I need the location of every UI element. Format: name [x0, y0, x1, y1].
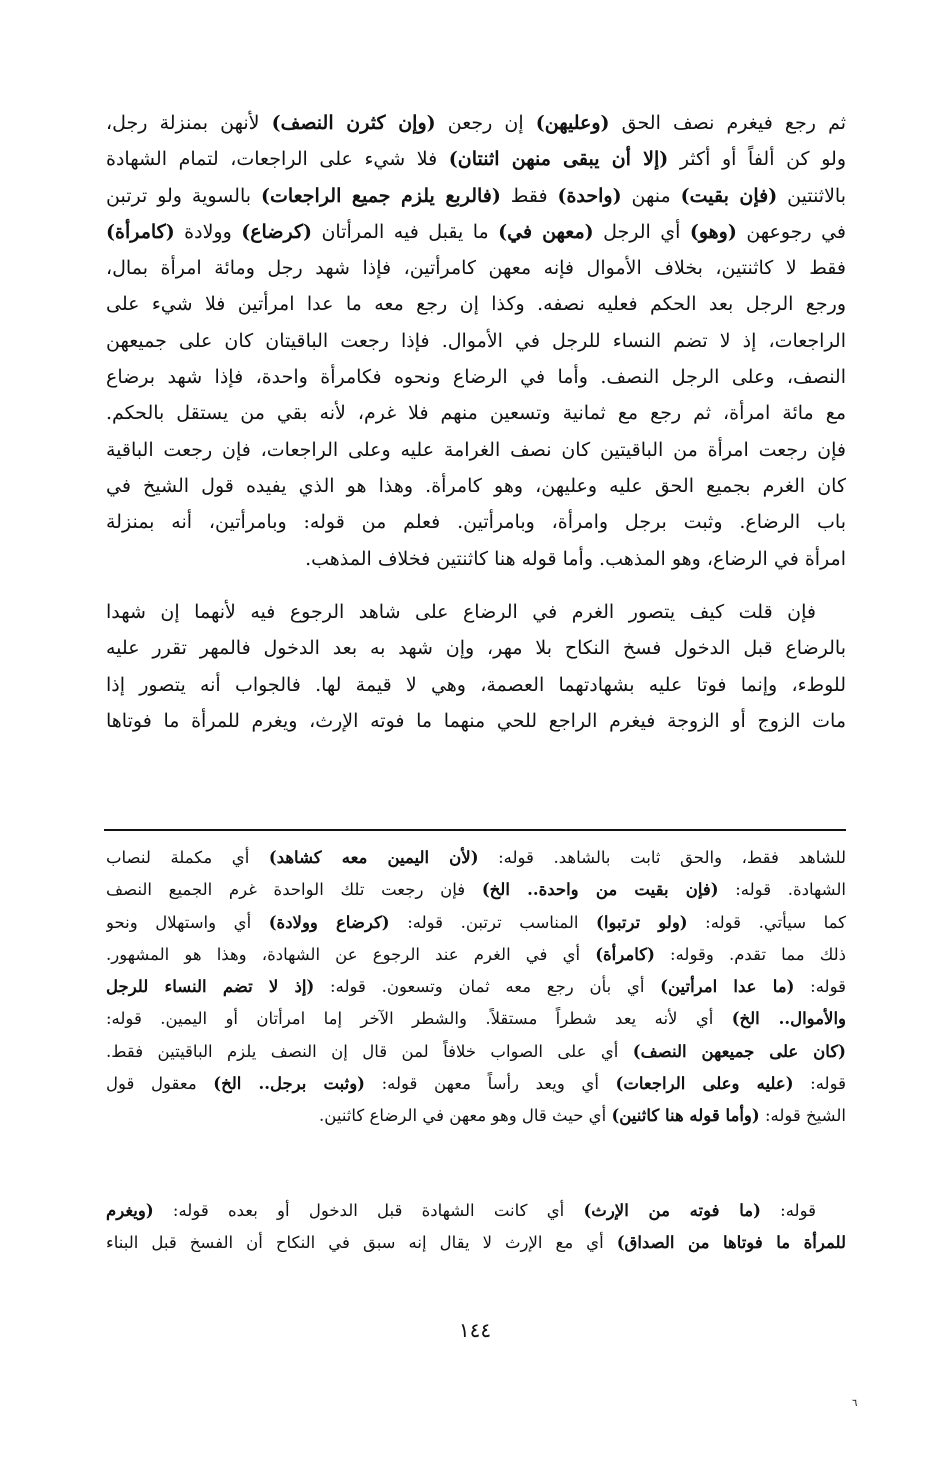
bold-quote: (وأما قوله هنا كاثنين)	[611, 1106, 760, 1126]
bold-quote: (ولو ترتبوا)	[596, 912, 688, 932]
text-segment: أي ويعد رأساً معهن قوله:	[365, 1074, 616, 1094]
bold-quote: (فإن بقيت من واحدة.. الخ)	[481, 880, 719, 900]
bold-quote: (ما فوته من الإرث)	[583, 1201, 761, 1220]
text-line	[106, 874, 846, 906]
text-line	[106, 630, 846, 666]
text-line	[106, 1227, 846, 1259]
bold-quote: (ما عدا امرأتين)	[660, 977, 795, 997]
text-segment: أي لأنه يعد شطراً مستقلاً. والشطر الآخر إما امرأتان أو اليمين. قوله:	[106, 1009, 732, 1029]
text-segment: أي مكملة لنصاب	[106, 848, 269, 867]
text-segment: ذلك مما تقدم. وقوله:	[654, 944, 846, 964]
main-paragraph-1	[106, 105, 846, 577]
text-line	[106, 971, 846, 1003]
bold-quote: (كرضاع)	[241, 220, 313, 243]
text-segment: منهن	[621, 184, 681, 207]
text-segment: أي مع الإرث لا يقال إنه سبق في النكاح أن الفسخ قبل البناء	[106, 1233, 617, 1253]
text-segment: أي الرجل	[593, 220, 690, 243]
text-segment: بالاثنتين	[777, 184, 846, 207]
text-line	[106, 504, 846, 540]
bold-quote: (ويغرم	[106, 1201, 154, 1220]
text-line	[106, 1195, 846, 1227]
bold-quote: (واحدة)	[557, 184, 622, 207]
text-line	[106, 703, 846, 739]
text-line	[106, 250, 846, 286]
text-segment: أي على الصواب خلافاً لمن قال إن النصف يلزم الباقيتين فقط.	[106, 1041, 633, 1061]
bold-quote: (وهو)	[689, 220, 737, 243]
text-segment: إن رجعن	[435, 112, 536, 134]
text-line	[106, 1003, 846, 1035]
text-segment: وولادة	[174, 220, 242, 243]
text-line	[106, 1100, 846, 1132]
text-segment: كان الغرم بجميع الحق عليه وعليهن، وهو كامرأة. وهذا هو الذي يفيده قول الشيخ في	[106, 474, 846, 497]
footnote-separator	[104, 829, 846, 831]
text-segment: أي كانت الشهادة قبل الدخول أو بعده قوله:	[153, 1201, 584, 1220]
text-segment: مات الزوج أو الزوجة فيغرم الراجع للحي منهما ما فوته الإرث، ويغرم للمرأة ما فوتاها	[106, 709, 846, 732]
text-segment: فإن رجعت امرأة من الباقيتين كان نصف الغرامة عليه وعلى الراجعات، فإن رجعت الباقية	[106, 438, 846, 461]
text-segment: الشهادة. قوله:	[718, 880, 846, 900]
text-segment: مع مائة امرأة، ثم رجع مع ثمانية وتسعين منهم فلا غرم، لأنه بقي من يستقل بالحكم.	[106, 402, 846, 425]
text-line	[106, 842, 846, 874]
text-segment: معقول قول	[106, 1074, 214, 1094]
text-segment: فلا شيء على الراجعات، لتمام الشهادة	[106, 148, 449, 171]
text-line	[106, 359, 846, 395]
bold-quote: (كامرأة)	[106, 220, 175, 243]
text-segment: كما سيأتي. قوله:	[687, 912, 846, 932]
text-segment: قوله:	[760, 1201, 816, 1220]
bold-quote: (فالربع يلزم جميع الراجعات)	[260, 184, 501, 207]
corner-mark: ٦	[852, 1398, 858, 1409]
text-segment: فقط لا كاثنتين، بخلاف الأموال فإنه معهن كامرأتين، فإذا شهد رجل ومائة امرأة بمال،	[106, 257, 846, 280]
text-segment: ثم رجع فيغرم نصف الحق	[609, 112, 846, 134]
text-line	[106, 1036, 846, 1068]
page-number: ١٤٤	[458, 1318, 492, 1342]
bold-quote: (وعليهن)	[535, 112, 610, 134]
footnote-paragraph-2	[106, 1195, 846, 1260]
text-line	[106, 907, 846, 939]
bold-quote: (كامرأة)	[595, 944, 655, 964]
bold-quote: (وإن كثرن النصف)	[271, 112, 436, 134]
main-paragraph-2	[106, 594, 846, 739]
bold-quote: للمرأة ما فوتاها من الصداق)	[616, 1233, 846, 1253]
bold-quote: (عليه وعلى الراجعات)	[615, 1074, 794, 1094]
text-segment: ولو كن ألفاً أو أكثر	[668, 148, 846, 171]
text-segment: قوله:	[794, 977, 846, 997]
text-segment: بالسوية ولو ترتبن	[106, 184, 261, 207]
text-line	[106, 395, 846, 431]
text-segment: أي واستهلال ونحو	[106, 912, 269, 932]
text-segment: باب الرضاع. وثبت برجل وامرأة، وبامرأتين. فعلم من قوله: وبامرأتين، أنه بمنزلة	[106, 511, 846, 534]
text-segment: الشيخ قوله:	[759, 1106, 846, 1126]
text-segment: فإن قلت كيف يتصور الغرم في الرضاع على شاهد الرجوع فيه لأنهما إن شهدا	[106, 601, 816, 623]
text-line	[106, 323, 846, 359]
text-segment: للوطء، وإنما فوتا عليه بشهادتهما العصمة، وهي لا قيمة لها. فالجواب أنه يتصور إذا	[106, 673, 846, 696]
text-segment: أي بأن رجع معه ثمان وتسعون. قوله:	[314, 977, 661, 997]
text-segment: النصف، وعلى الرجل النصف. وأما في الرضاع ونحوه فكامرأة واحدة، فإذا شهد برضاع	[106, 366, 846, 389]
text-line	[106, 667, 846, 703]
text-segment: لأنهن بمنزلة رجل،	[106, 112, 272, 134]
bold-quote: (إذ لا تضم النساء للرجل	[106, 977, 315, 997]
footnote-paragraph-1	[106, 842, 846, 1133]
text-line	[106, 214, 846, 250]
text-segment: أي في الغرم عند الرجوع عن الشهادة، وهذا هو المشهور.	[106, 944, 596, 964]
text-line	[106, 939, 846, 971]
bold-quote: والأموال.. الخ)	[731, 1009, 846, 1029]
text-segment: بالرضاع قبل الدخول فسخ النكاح بلا مهر، وإن شهد به بعد الدخول فالمهر تقرر عليه	[106, 637, 846, 660]
text-line	[106, 432, 846, 468]
bold-quote: (معهن في)	[498, 220, 594, 243]
text-segment: في رجوعهن	[736, 220, 846, 243]
bold-quote: (فإن بقيت)	[680, 184, 778, 207]
text-line	[106, 1068, 846, 1100]
text-segment: المناسب ترتبن. قوله:	[389, 912, 597, 932]
text-line	[106, 468, 846, 504]
text-line	[106, 541, 846, 577]
text-line	[106, 178, 846, 214]
text-line	[106, 286, 846, 322]
bold-quote: (كان على جميعهن النصف)	[632, 1041, 846, 1061]
text-segment: فإن رجعت تلك الواحدة غرم الجميع النصف	[106, 880, 482, 900]
text-segment: امرأة في الرضاع، وهو المذهب. وأما قوله هنا كاثنتين فخلاف المذهب.	[305, 547, 846, 570]
bold-quote: (إلا أن يبقى منهن اثنتان)	[448, 148, 669, 171]
text-segment: أي حيث قال وهو معهن في الرضاع كاثنين.	[319, 1106, 612, 1126]
bold-quote: (لأن اليمين معه كشاهد)	[268, 848, 479, 867]
text-line	[106, 105, 846, 141]
text-segment: للشاهد فقط، والحق ثابت بالشاهد. قوله:	[478, 848, 846, 867]
text-line	[106, 594, 846, 630]
text-segment: الراجعات، إذ لا تضم النساء للرجل في الأموال. فإذا رجعت الباقيتان كان على جميعهن	[106, 329, 846, 352]
text-segment: قوله:	[793, 1074, 846, 1094]
bold-quote: (كرضاع وولادة)	[268, 912, 390, 932]
bold-quote: (وثبت برجل.. الخ)	[213, 1074, 365, 1094]
text-segment: ورجع الرجل بعد الحكم فعليه نصفه. وكذا إن رجع معه ما عدا امرأتين فلا شيء على	[106, 293, 846, 316]
text-segment: ما يقبل فيه المرأتان	[312, 220, 499, 243]
text-line	[106, 141, 846, 177]
text-segment: فقط	[500, 184, 558, 207]
